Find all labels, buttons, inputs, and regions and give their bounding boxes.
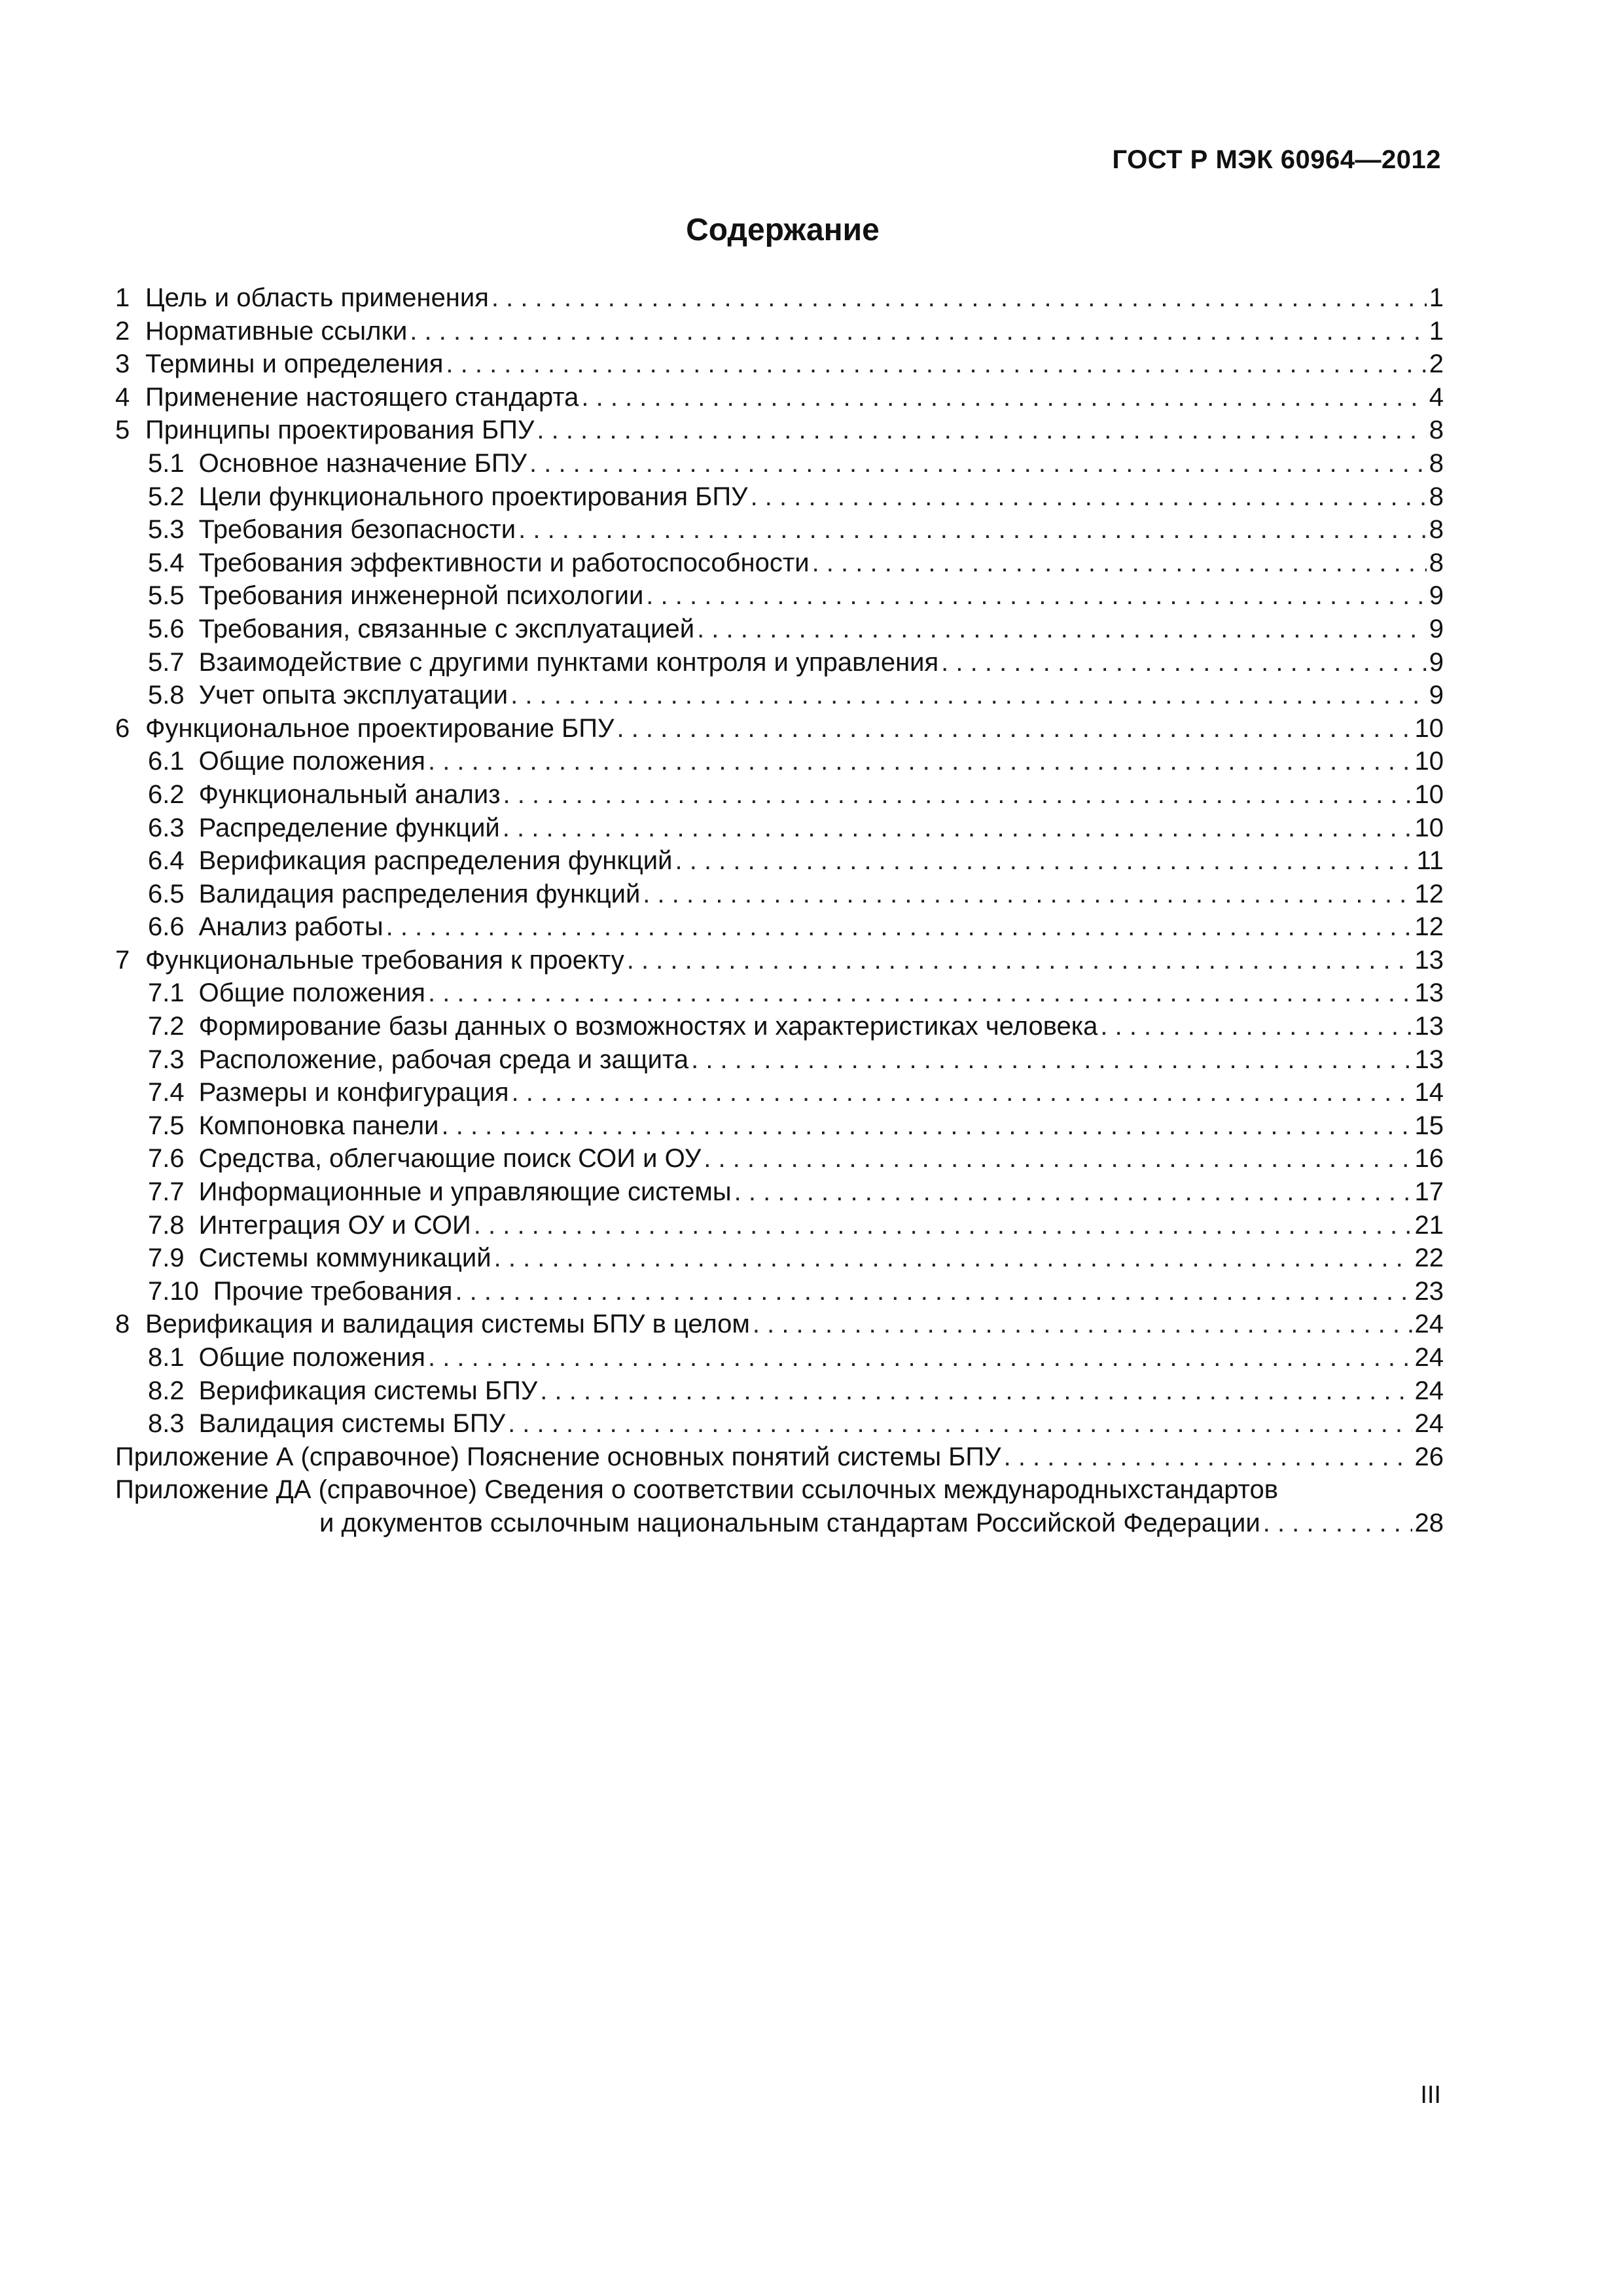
- toc-entry-page: 13: [1414, 1045, 1444, 1074]
- toc-entry-number: 7.9: [148, 1244, 185, 1273]
- toc-entry[interactable]: [115, 878, 1444, 911]
- toc-entry[interactable]: [115, 1043, 1444, 1077]
- toc-entry-number: 7.1: [148, 978, 185, 1008]
- toc-entry[interactable]: [115, 513, 1444, 547]
- dot-leader: [529, 447, 1427, 480]
- toc-entry-page: 12: [1414, 912, 1444, 942]
- toc-entry[interactable]: [115, 1374, 1444, 1408]
- dot-leader: [941, 646, 1427, 679]
- toc-entry-label: Функциональный анализ: [198, 780, 501, 809]
- toc-entry[interactable]: [115, 944, 1444, 977]
- toc-entry-number: 5: [115, 416, 130, 445]
- page-title: Содержание: [686, 213, 880, 247]
- toc-entry[interactable]: [115, 579, 1444, 613]
- toc-entry-label: Применение настоящего стандарта: [145, 382, 579, 412]
- toc-entry-number: 8.1: [148, 1343, 185, 1372]
- toc-entry-number: 5.4: [148, 548, 185, 577]
- toc-entry-page: 8: [1429, 416, 1444, 445]
- toc-entry-page: 9: [1429, 647, 1444, 677]
- toc-entry[interactable]: [115, 348, 1444, 381]
- toc-entry-page: 8: [1429, 548, 1444, 577]
- toc-entry-number: 7.3: [148, 1045, 185, 1074]
- toc-entry-number: 5.7: [148, 647, 185, 677]
- toc-entry[interactable]: [115, 1275, 1444, 1308]
- dot-leader: [697, 613, 1427, 646]
- toc-entry-label: Взаимодействие с другими пунктами контроля и управления: [198, 647, 939, 677]
- dot-leader: [446, 348, 1426, 381]
- toc-entry-label: Формирование базы данных о возможностях и характеристиках человека: [198, 1012, 1098, 1041]
- toc-entry-label: Размеры и конфигурация: [198, 1078, 509, 1107]
- page-number: III: [1420, 2081, 1441, 2109]
- toc-entry-label: Учет опыта эксплуатации: [198, 681, 508, 710]
- toc-entry-page: 13: [1414, 978, 1444, 1008]
- dot-leader: [410, 315, 1426, 348]
- toc-entry[interactable]: [115, 1407, 1444, 1441]
- dot-leader: [491, 281, 1427, 315]
- toc-entry-page: 9: [1429, 614, 1444, 643]
- toc-entry-page: 21: [1414, 1210, 1444, 1240]
- toc-entry-label: Средства, облегчающие поиск СОИ и ОУ: [198, 1144, 702, 1174]
- toc-entry[interactable]: [115, 712, 1444, 745]
- toc-entry-label: Термины и определения: [145, 350, 444, 379]
- toc-entry-page: 15: [1414, 1111, 1444, 1140]
- dot-leader: [812, 547, 1427, 580]
- toc-entry-number: 5.2: [148, 482, 185, 511]
- toc-entry-label: Требования безопасности: [198, 515, 516, 545]
- dot-leader: [581, 381, 1426, 414]
- toc-entry-number: 6.4: [148, 846, 185, 876]
- dot-leader: [455, 1275, 1412, 1308]
- toc-entry-number: 5.5: [148, 581, 185, 611]
- toc-entry-label: Приложение А (справочное) Пояснение основных понятий системы БПУ: [115, 1442, 1001, 1471]
- dot-leader: [751, 480, 1427, 514]
- toc-entry[interactable]: [115, 679, 1444, 712]
- toc-entry-page: 1: [1429, 283, 1444, 312]
- toc-entry[interactable]: [115, 1209, 1444, 1242]
- toc-appendix-a[interactable]: [115, 1441, 1444, 1474]
- dot-leader: [616, 712, 1412, 745]
- dot-leader: [494, 1242, 1412, 1275]
- toc-entry-label: Общие положения: [198, 747, 425, 776]
- toc-entry-page: 24: [1414, 1409, 1444, 1439]
- dot-leader: [441, 1109, 1412, 1143]
- dot-leader: [474, 1209, 1412, 1242]
- toc-entry-number: 5.1: [148, 448, 185, 478]
- toc-entry-page: 10: [1414, 813, 1444, 842]
- toc-entry-label: Функциональное проектирование БПУ: [145, 713, 615, 743]
- dot-leader: [510, 679, 1427, 712]
- toc-entry-number: 5.6: [148, 614, 185, 643]
- toc-entry-label: Распределение функций: [198, 813, 500, 842]
- dot-leader: [1004, 1441, 1412, 1474]
- toc-entry[interactable]: [115, 281, 1444, 315]
- toc-entry-number: 6: [115, 713, 130, 743]
- toc-entry[interactable]: [115, 381, 1444, 414]
- toc-entry-label: Общие положения: [198, 1343, 425, 1372]
- toc-entry[interactable]: [115, 613, 1444, 646]
- toc-entry-number: 7.2: [148, 1012, 185, 1041]
- toc-entry-page: 8: [1429, 515, 1444, 545]
- toc-entry-number: 7.7: [148, 1177, 185, 1207]
- toc-entry-number: 7.6: [148, 1144, 185, 1174]
- toc-entry-label: Валидация системы БПУ: [198, 1409, 506, 1439]
- toc-entry[interactable]: [115, 745, 1444, 778]
- toc-entry-label: Требования эффективности и работоспособности: [198, 548, 810, 577]
- toc-entry-page: 13: [1414, 945, 1444, 975]
- toc-entry-page: 28: [1414, 1508, 1444, 1537]
- toc-entry-label: Компоновка панели: [198, 1111, 439, 1140]
- table-of-contents: [115, 281, 1444, 1540]
- toc-entry-label: Прочие требования: [213, 1276, 453, 1306]
- toc-entry-label: Информационные и управляющие системы: [198, 1177, 732, 1207]
- toc-entry-number: 8.2: [148, 1376, 185, 1405]
- toc-appendix-da-line1[interactable]: [115, 1473, 1444, 1507]
- toc-entry-page: 26: [1414, 1442, 1444, 1471]
- toc-entry-page: 14: [1414, 1078, 1444, 1107]
- toc-entry-number: 7: [115, 945, 130, 975]
- toc-entry-label: Требования, связанные с эксплуатацией: [198, 614, 695, 643]
- toc-entry-page: 10: [1414, 713, 1444, 743]
- toc-entry-number: 7.5: [148, 1111, 185, 1140]
- toc-entry-page: 9: [1429, 581, 1444, 611]
- dot-leader: [627, 944, 1412, 977]
- toc-entry-label: Верификация системы БПУ: [198, 1376, 538, 1405]
- dot-leader: [734, 1175, 1412, 1209]
- toc-entry[interactable]: [115, 315, 1444, 348]
- dot-leader: [512, 1076, 1412, 1109]
- toc-entry-number: 8.3: [148, 1409, 185, 1439]
- dot-leader: [675, 844, 1414, 878]
- toc-entry-label: Расположение, рабочая среда и защита: [198, 1045, 689, 1074]
- toc-entry-number: 6.6: [148, 912, 185, 942]
- toc-entry-page: 24: [1414, 1376, 1444, 1405]
- toc-entry[interactable]: [115, 977, 1444, 1010]
- toc-entry-label: Общие положения: [198, 978, 425, 1008]
- toc-entry[interactable]: [115, 646, 1444, 679]
- toc-entry-label: Приложение ДА (справочное) Сведения о соответствии ссылочных международныхстандартов: [115, 1475, 1278, 1505]
- toc-entry[interactable]: [115, 480, 1444, 514]
- toc-entry[interactable]: [115, 547, 1444, 580]
- toc-entry-label: Цель и область применения: [145, 283, 489, 312]
- toc-entry[interactable]: [115, 778, 1444, 812]
- toc-entry-page: 13: [1414, 1012, 1444, 1041]
- toc-entry-label: Интеграция ОУ и СОИ: [198, 1210, 471, 1240]
- toc-entry-page: 8: [1429, 448, 1444, 478]
- toc-entry-label: Верификация и валидация системы БПУ в целом: [145, 1310, 750, 1339]
- toc-entry[interactable]: [115, 1308, 1444, 1341]
- toc-entry[interactable]: [115, 844, 1444, 878]
- dot-leader: [643, 878, 1412, 911]
- toc-entry-label: Требования инженерной психологии: [198, 581, 644, 611]
- dot-leader: [540, 1374, 1412, 1408]
- toc-entry-number: 1: [115, 283, 130, 312]
- dot-leader: [428, 977, 1412, 1010]
- dot-leader: [503, 812, 1412, 845]
- toc-entry-label: Валидация распределения функций: [198, 879, 641, 908]
- toc-entry-number: 4: [115, 382, 130, 412]
- dot-leader: [508, 1407, 1412, 1441]
- toc-entry-number: 6.5: [148, 879, 185, 908]
- toc-entry-page: 4: [1429, 382, 1444, 412]
- toc-entry[interactable]: [115, 1109, 1444, 1143]
- toc-entry-page: 23: [1414, 1276, 1444, 1306]
- toc-entry[interactable]: [115, 1142, 1444, 1175]
- dot-leader: [691, 1043, 1412, 1077]
- dot-leader: [518, 513, 1427, 547]
- dot-leader: [1263, 1507, 1412, 1540]
- toc-entry-page: 10: [1414, 780, 1444, 809]
- toc-entry-page: 17: [1414, 1177, 1444, 1207]
- toc-entry-label: и документов ссылочным национальным стандартам Российской Федерации: [319, 1508, 1260, 1537]
- toc-entry[interactable]: [115, 910, 1444, 944]
- dot-leader: [646, 579, 1426, 613]
- toc-entry-page: 11: [1416, 846, 1444, 876]
- toc-entry[interactable]: [115, 812, 1444, 845]
- toc-entry-number: 7.8: [148, 1210, 185, 1240]
- dot-leader: [1100, 1010, 1412, 1043]
- dot-leader: [503, 778, 1412, 812]
- toc-entry[interactable]: [115, 1076, 1444, 1109]
- toc-entry-label: Нормативные ссылки: [145, 316, 408, 346]
- toc-entry[interactable]: [115, 1341, 1444, 1374]
- toc-entry-number: 7.4: [148, 1078, 185, 1107]
- toc-entry[interactable]: [115, 1175, 1444, 1209]
- toc-entry-number: 6.2: [148, 780, 185, 809]
- toc-entry[interactable]: [115, 447, 1444, 480]
- dot-leader: [428, 1341, 1412, 1374]
- toc-entry-label: Функциональные требования к проекту: [145, 945, 624, 975]
- toc-entry-number: 5.8: [148, 681, 185, 710]
- toc-entries: [115, 281, 1444, 1441]
- toc-entry-number: 2: [115, 316, 130, 346]
- toc-entry-page: 12: [1414, 879, 1444, 908]
- toc-entry-label: Анализ работы: [198, 912, 383, 942]
- toc-appendix-da-line2[interactable]: [115, 1507, 1444, 1540]
- toc-entry-number: 3: [115, 350, 130, 379]
- toc-entry[interactable]: [115, 1010, 1444, 1043]
- document-id-header: ГОСТ Р МЭК 60964—2012: [1112, 145, 1441, 174]
- toc-entry-number: 5.3: [148, 515, 185, 545]
- toc-entry-label: Принципы проектирования БПУ: [145, 416, 535, 445]
- toc-entry-number: 7.10: [148, 1276, 199, 1306]
- toc-entry-page: 22: [1414, 1244, 1444, 1273]
- toc-entry-number: 6.3: [148, 813, 185, 842]
- dot-leader: [537, 414, 1426, 447]
- toc-entry-page: 16: [1414, 1144, 1444, 1174]
- toc-entry-number: 8: [115, 1310, 130, 1339]
- toc-entry[interactable]: [115, 414, 1444, 447]
- toc-entry-label: Цели функционального проектирования БПУ: [198, 482, 748, 511]
- toc-entry-page: 9: [1429, 681, 1444, 710]
- dot-leader: [386, 910, 1412, 944]
- toc-entry-label: Верификация распределения функций: [198, 846, 673, 876]
- dot-leader: [428, 745, 1412, 778]
- toc-entry-number: 6.1: [148, 747, 185, 776]
- toc-entry-page: 8: [1429, 482, 1444, 511]
- toc-entry-label: Основное назначение БПУ: [198, 448, 527, 478]
- dot-leader: [704, 1142, 1412, 1175]
- dot-leader: [753, 1308, 1412, 1341]
- toc-entry-page: 2: [1429, 350, 1444, 379]
- toc-entry-page: 24: [1414, 1310, 1444, 1339]
- toc-entry[interactable]: [115, 1242, 1444, 1275]
- toc-entry-label: Системы коммуникаций: [198, 1244, 491, 1273]
- toc-entry-page: 10: [1414, 747, 1444, 776]
- toc-entry-page: 24: [1414, 1343, 1444, 1372]
- toc-entry-page: 1: [1429, 316, 1444, 346]
